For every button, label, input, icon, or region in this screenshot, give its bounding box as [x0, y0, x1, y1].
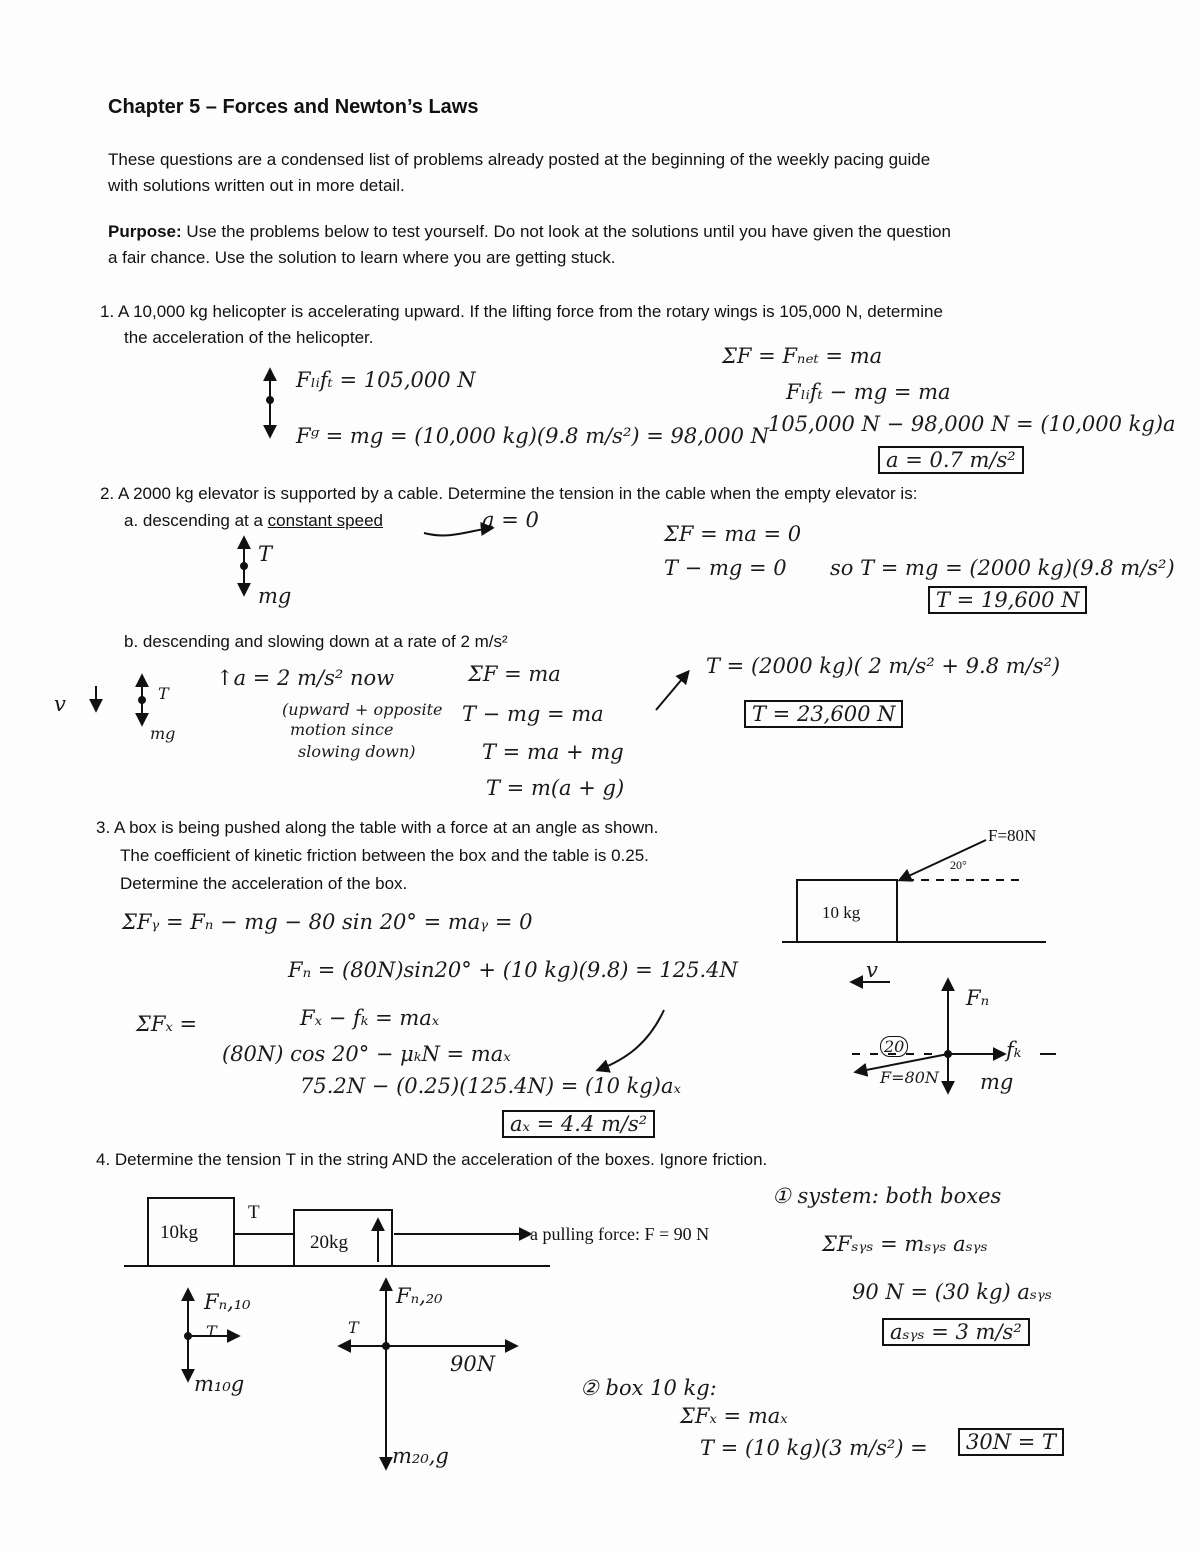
q4-tension-label: T [248, 1202, 260, 1223]
q4-box2-label: 20kg [310, 1232, 348, 1253]
q2b-fbd-arrows [96, 672, 688, 724]
q3-box-mass: 10 kg [822, 903, 861, 922]
q2b-eq5: T = (2000 kg)( 2 m/s² + 9.8 m/s²) [706, 654, 1061, 678]
q2b-t: T [158, 684, 169, 703]
q2b-eq2: T − mg = ma [462, 702, 604, 726]
q2a-eq1: ΣF = ma = 0 [664, 522, 802, 546]
q3-fy: ΣFᵧ = Fₙ − mg − 80 sin 20° = maᵧ = 0 [122, 910, 533, 934]
q2b-note-2: motion since [290, 720, 394, 739]
q3-answer: aₓ = 4.4 m/s² [502, 1110, 655, 1138]
q3-text-3: Determine the acceleration of the box. [120, 874, 408, 893]
q2a-label-ul: constant speed [267, 511, 383, 530]
q3-fbd-fk: fₖ [1006, 1038, 1022, 1062]
q2b-note-1: (upward + opposite [282, 700, 443, 719]
q3-fbd-v: v [866, 958, 878, 982]
q3-text-1: 3. A box is being pushed along the table with a force at an angle as shown. [96, 818, 659, 837]
purpose-line-2: a fair chance. Use the solution to learn where you are getting stuck. [108, 248, 616, 267]
q3-fbd-mg: mg [980, 1070, 1014, 1094]
q3-force-label: F=80N [988, 826, 1037, 845]
q3-text-2: The coefficient of kinetic friction between the box and the table is 0.25. [120, 846, 649, 865]
q3-fbd-angle: 20 [880, 1036, 908, 1057]
q2a-a0: a = 0 [482, 508, 539, 532]
q4-box-3: T = (10 kg)(3 m/s²) = [700, 1436, 928, 1460]
q4-sys-answer: aₛᵧₛ = 3 m/s² [882, 1318, 1030, 1346]
q2b-v: v [54, 692, 66, 716]
q2a-fbd-arrows [241, 528, 492, 594]
q3-fx-label: ΣFₓ = [136, 1012, 198, 1036]
q3-box-diagram [782, 840, 1046, 942]
q4-box-2: ΣFₓ = maₓ [680, 1404, 788, 1428]
q3-fbd-fn: Fₙ [966, 986, 990, 1010]
q4-fbd-m20g: m₂₀,g [392, 1444, 449, 1468]
q1-text-2: the acceleration of the helicopter. [124, 328, 374, 347]
q2b-label: b. descending and slowing down at a rate of 2 m/s² [124, 632, 508, 651]
purpose-label: Purpose: [108, 222, 182, 241]
q4-box-1: ② box 10 kg: [580, 1376, 717, 1400]
q1-flift: Fₗᵢfₜ = 105,000 N [296, 368, 476, 392]
q2b-eq3: T = ma + mg [482, 740, 624, 764]
q2a-t: T [258, 542, 273, 566]
q2a-eq3: so T = mg = (2000 kg)(9.8 m/s²) [830, 556, 1175, 580]
q1-text-1: 1. A 10,000 kg helicopter is accelerating upward. If the lifting force from the rotary wings is 105,000 N, determine [100, 302, 943, 321]
q2a-label-pre: a. descending at a [124, 511, 268, 530]
q4-text: 4. Determine the tension T in the string AND the acceleration of the boxes. Ignore friction. [96, 1150, 768, 1169]
q4-box-answer: 30N = T [958, 1428, 1064, 1456]
q2b-answer: T = 23,600 N [744, 700, 903, 728]
q1-eq3: 105,000 N − 98,000 N = (10,000 kg)a [768, 412, 1176, 436]
q4-fbd-arrows [185, 1280, 516, 1468]
q1-fg: Fᵍ = mg = (10,000 kg)(9.8 m/s²) = 98,000 N [296, 424, 770, 448]
q2a-answer: T = 19,600 N [928, 586, 1087, 614]
q3-angle-label: 20° [950, 858, 967, 872]
q2-text: 2. A 2000 kg elevator is supported by a cable. Determine the tension in the cable when the empty elevator is: [100, 484, 918, 503]
q2b-mg: mg [150, 724, 176, 743]
purpose-text: Use the problems below to test yourself. Do not look at the solutions until you have given the question [181, 222, 951, 241]
q3-fx2: (80N) cos 20° − μₖN = maₓ [222, 1042, 511, 1066]
page-title: Chapter 5 – Forces and Newton’s Laws [108, 96, 479, 118]
q4-fbd-fn10: Fₙ,₁₀ [204, 1290, 251, 1314]
q4-fbd-fn20: Fₙ,₂₀ [396, 1284, 443, 1308]
q3-fn: Fₙ = (80N)sin20° + (10 kg)(9.8) = 125.4N [288, 958, 738, 982]
q3-fbd-arrows [598, 980, 1056, 1092]
q4-fbd-t1: T [206, 1322, 217, 1341]
q2b-a: ↑a = 2 m/s² now [216, 666, 395, 690]
q2a-eq2: T − mg = 0 [664, 556, 787, 580]
q2a-mg: mg [258, 584, 292, 608]
q3-fx1: Fₓ − fₖ = maₓ [300, 1006, 440, 1030]
q2b-eq1: ΣF = ma [468, 662, 561, 686]
q3-fx3: 75.2N − (0.25)(125.4N) = (10 kg)aₓ [300, 1074, 681, 1098]
q4-sys-1: ① system: both boxes [772, 1184, 1002, 1208]
q2b-eq4: T = m(a + g) [486, 776, 625, 800]
q4-fbd-90n: 90N [450, 1352, 496, 1376]
q1-eq2: Fₗᵢfₜ − mg = ma [786, 380, 951, 404]
q4-box-diagram [124, 1198, 550, 1266]
q1-fbd-arrows [267, 370, 273, 436]
q4-fbd-t2: T [348, 1318, 359, 1337]
q1-eq1: ΣF = Fₙₑₜ = ma [722, 344, 883, 368]
q4-sys-2: ΣFₛᵧₛ = mₛᵧₛ aₛᵧₛ [822, 1232, 988, 1256]
q4-sys-3: 90 N = (30 kg) aₛᵧₛ [852, 1280, 1052, 1304]
q4-fbd-m10g: m₁₀g [194, 1372, 245, 1396]
q1-answer: a = 0.7 m/s² [878, 446, 1024, 474]
intro-line-1: These questions are a condensed list of problems already posted at the beginning of the weekly pacing guide [108, 150, 931, 169]
q4-box1-label: 10kg [160, 1222, 198, 1243]
q2b-note-3: slowing down) [298, 742, 416, 761]
intro-line-2: with solutions written out in more detail. [108, 176, 405, 195]
q4-force-label: a pulling force: F = 90 N [530, 1224, 710, 1244]
q3-fbd-f: F=80N [880, 1068, 939, 1087]
